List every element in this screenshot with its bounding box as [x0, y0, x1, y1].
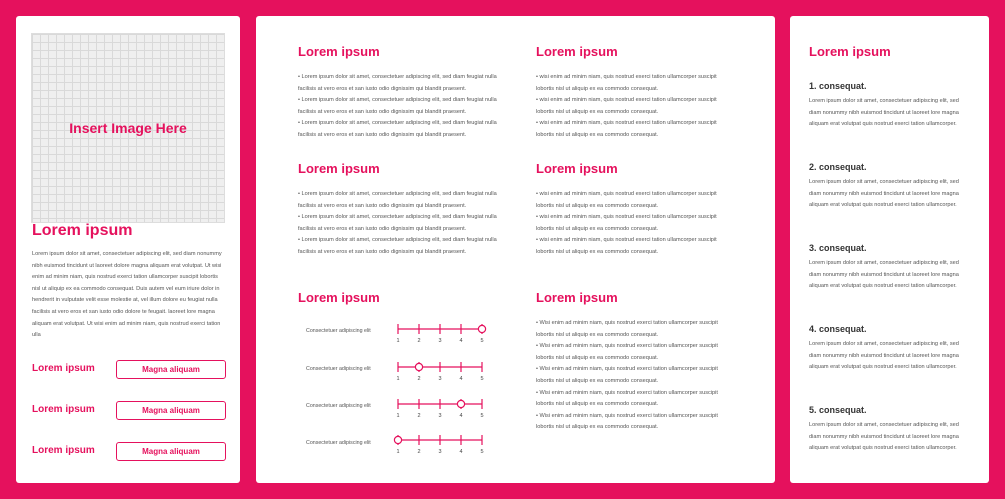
section-title-2: Lorem ipsum [536, 44, 618, 59]
section-title-5: Lorem ipsum [298, 290, 380, 305]
scale-tick-label: 5 [480, 376, 484, 382]
image-placeholder-label: Insert Image Here [69, 120, 187, 136]
section-title-1: Lorem ipsum [298, 44, 380, 59]
scale-tick-label: 3 [438, 413, 442, 419]
numbered-body-2: Lorem ipsum dolor sit amet, consectetuer adipiscing elit, sed diam nonummy nibh euismod tincidunt ut laoreet lore magna aliquam erat volutpat quis nostrud exerci tation ullamcorper. [809, 179, 959, 209]
bullet-item: • wisi enim ad minim niam, quis nostrud exerci tation ullamcorper suscipit lobortis nisl ut aliquip ex ea commodo consequat. [536, 97, 717, 115]
rating-scale-4[interactable] [392, 431, 490, 457]
bullet-item: • wisi enim ad minim niam, quis nostrud exerci tation ullamcorper suscipit lobortis nisl ut aliquip ex ea commodo consequat. [536, 214, 717, 232]
row-label-1: Lorem ipsum [32, 363, 95, 374]
scale-selected-marker [415, 363, 422, 370]
scale-tick-label: 4 [459, 413, 463, 419]
numbered-heading-1: 1. consequat. [809, 81, 867, 91]
bullet-item: • Lorem ipsum dolor sit amet, consectetuer adipiscing elit, sed diam feugiat nulla facilisis at vero eros et san iusto odio dignissim qui blandit praesent. [298, 214, 497, 232]
scale-tick-label: 3 [438, 376, 442, 382]
bullet-item: • wisi enim ad minim niam, quis nostrud exerci tation ullamcorper suscipit lobortis nisl ut aliquip ex ea commodo consequat. [536, 74, 717, 92]
bullet-list-1 [298, 72, 503, 142]
magna-aliquam-button-3[interactable]: Magna aliquam [116, 442, 226, 461]
scale-tick-label: 1 [396, 449, 400, 455]
scale-tick-label: 2 [417, 376, 421, 382]
image-placeholder[interactable] [31, 33, 225, 223]
scale-label-2: Consectetuer adipiscing elit [306, 366, 371, 372]
numbered-body-4: Lorem ipsum dolor sit amet, consectetuer adipiscing elit, sed diam nonummy nibh euismod tincidunt ut laoreet lore magna aliquam erat volutpat quis nostrud exerci tation ullamcorper. [809, 341, 959, 371]
scale-label-1: Consectetuer adipiscing elit [306, 328, 371, 334]
rating-scale-3[interactable] [392, 395, 490, 421]
magna-aliquam-button-2[interactable]: Magna aliquam [116, 401, 226, 420]
scale-tick-label: 1 [396, 338, 400, 344]
numbered-heading-2: 2. consequat. [809, 162, 867, 172]
rating-scale-1[interactable] [392, 320, 490, 346]
section-title-6: Lorem ipsum [536, 290, 618, 305]
right-panel [790, 16, 989, 483]
scale-tick-label: 4 [459, 449, 463, 455]
scale-selected-marker [457, 400, 464, 407]
scale-tick-label: 2 [417, 413, 421, 419]
scale-tick-label: 2 [417, 449, 421, 455]
numbered-heading-5: 5. consequat. [809, 405, 867, 415]
numbered-body-5: Lorem ipsum dolor sit amet, consectetuer adipiscing elit, sed diam nonummy nibh euismod tincidunt ut laoreet lore magna aliquam erat volutpat quis nostrud exerci tation ullamcorper. [809, 422, 959, 452]
bullet-item: • Wisi enim ad minim niam, quis nostrud exerci tation ullamcorper suscipit lobortis nisl ut aliquip ex ea commodo consequat. [536, 412, 718, 431]
middle-panel [256, 16, 775, 483]
scale-tick-label: 3 [438, 338, 442, 344]
row-label-2: Lorem ipsum [32, 404, 95, 415]
scale-selected-marker [478, 325, 485, 332]
bullet-item: • Wisi enim ad minim niam, quis nostrud exerci tation ullamcorper suscipit lobortis nisl ut aliquip ex ea commodo consequat. [536, 320, 718, 338]
bullet-item: • wisi enim ad minim niam, quis nostrud exerci tation ullamcorper suscipit lobortis nisl ut aliquip ex ea commodo consequat. [536, 120, 717, 138]
numbered-heading-4: 4. consequat. [809, 324, 867, 334]
bullet-item: • Wisi enim ad minim niam, quis nostrud exerci tation ullamcorper suscipit lobortis nisl ut aliquip ex ea commodo consequat. [536, 366, 718, 384]
scale-label-3: Consectetuer adipiscing elit [306, 403, 371, 409]
bullet-item: • wisi enim ad minim niam, quis nostrud exerci tation ullamcorper suscipit lobortis nisl ut aliquip ex ea commodo consequat. [536, 191, 717, 209]
scale-selected-marker [394, 436, 401, 443]
numbered-heading-3: 3. consequat. [809, 243, 867, 253]
scale-tick-label: 4 [459, 338, 463, 344]
bullet-item: • Wisi enim ad minim niam, quis nostrud exerci tation ullamcorper suscipit lobortis nisl ut aliquip ex ea commodo consequat. [536, 389, 718, 408]
bullet-item: • Lorem ipsum dolor sit amet, consectetuer adipiscing elit, sed diam feugiat nulla facilisis at vero eros et san iusto odio dignissim qui blandit praesent. [298, 120, 497, 138]
scale-tick-label: 5 [480, 338, 484, 344]
bullet-list-4 [536, 189, 736, 259]
section-title-4: Lorem ipsum [536, 161, 618, 176]
bullet-item: • Lorem ipsum dolor sit amet, consectetuer adipiscing elit, sed diam feugiat nulla facilisis at vero eros et san iusto odio dignissim qui blandit praesent. [298, 74, 497, 92]
bullet-item: • Lorem ipsum dolor sit amet, consectetuer adipiscing elit, sed diam feugiat nulla facilisis at vero eros et san iusto odio dignissim qui blandit praesent. [298, 237, 497, 255]
bullet-item: • Lorem ipsum dolor sit amet, consectetuer adipiscing elit, sed diam feugiat nulla facilisis at vero eros et san iusto odio dignissim qui blandit praesent. [298, 191, 497, 209]
scale-tick-label: 4 [459, 376, 463, 382]
numbered-body-3: Lorem ipsum dolor sit amet, consectetuer adipiscing elit, sed diam nonummy nibh euismod tincidunt ut laoreet lore magna aliquam erat volutpat quis nostrud exerci tation ullamcorper. [809, 260, 959, 290]
scale-tick-label: 1 [396, 376, 400, 382]
scale-label-4: Consectetuer adipiscing elit [306, 440, 371, 446]
left-title: Lorem ipsum [32, 222, 133, 239]
numbered-body-1: Lorem ipsum dolor sit amet, consectetuer adipiscing elit, sed diam nonummy nibh euismod tincidunt ut laoreet lore magna aliquam erat volutpat quis nostrud exerci tation ullamcorper. [809, 98, 959, 128]
bullet-item: • Wisi enim ad minim niam, quis nostrud exerci tation ullamcorper suscipit lobortis nisl ut aliquip ex ea commodo consequat. [536, 343, 718, 361]
scale-tick-label: 2 [417, 338, 421, 344]
left-panel [16, 16, 240, 483]
rating-scale-2[interactable] [392, 358, 490, 384]
bullet-item: • Lorem ipsum dolor sit amet, consectetuer adipiscing elit, sed diam feugiat nulla facilisis at vero eros et san iusto odio dignissim qui blandit praesent. [298, 97, 497, 115]
scale-tick-label: 5 [480, 449, 484, 455]
scale-tick-label: 5 [480, 413, 484, 419]
bullet-list-6 [536, 318, 736, 434]
bullet-list-2 [536, 72, 736, 142]
bullet-item: • wisi enim ad minim niam, quis nostrud exerci tation ullamcorper suscipit lobortis nisl ut aliquip ex ea commodo consequat. [536, 237, 717, 255]
magna-aliquam-button-1[interactable]: Magna aliquam [116, 360, 226, 379]
scale-tick-label: 1 [396, 413, 400, 419]
scale-tick-label: 3 [438, 449, 442, 455]
right-title: Lorem ipsum [809, 44, 891, 59]
section-title-3: Lorem ipsum [298, 161, 380, 176]
row-label-3: Lorem ipsum [32, 445, 95, 456]
left-body-text: Lorem ipsum dolor sit amet, consectetuer adipiscing elit, sed diam nonummy nibh euismod tincidunt ut laoreet dolore magna aliquam erat volutpat. Ut wisi enim ad minim niam, quis nostrud exerci tation ullamcorper suscipit lobortis nisl ut aliquip ex ea commodo consequat. Duis autem vel eum iriure dolor in hendrerit in vulputate velit esse molestie at, vel illum dolore eu feugiat nulla facilisis at vero eros et san iusto odio dolore te feugait. laoreet lore magna aliquam erat volutpat. Ut wisi enim ad minim niam, quis nostrud exerci tation ulla [32, 251, 222, 339]
bullet-list-3 [298, 189, 503, 259]
